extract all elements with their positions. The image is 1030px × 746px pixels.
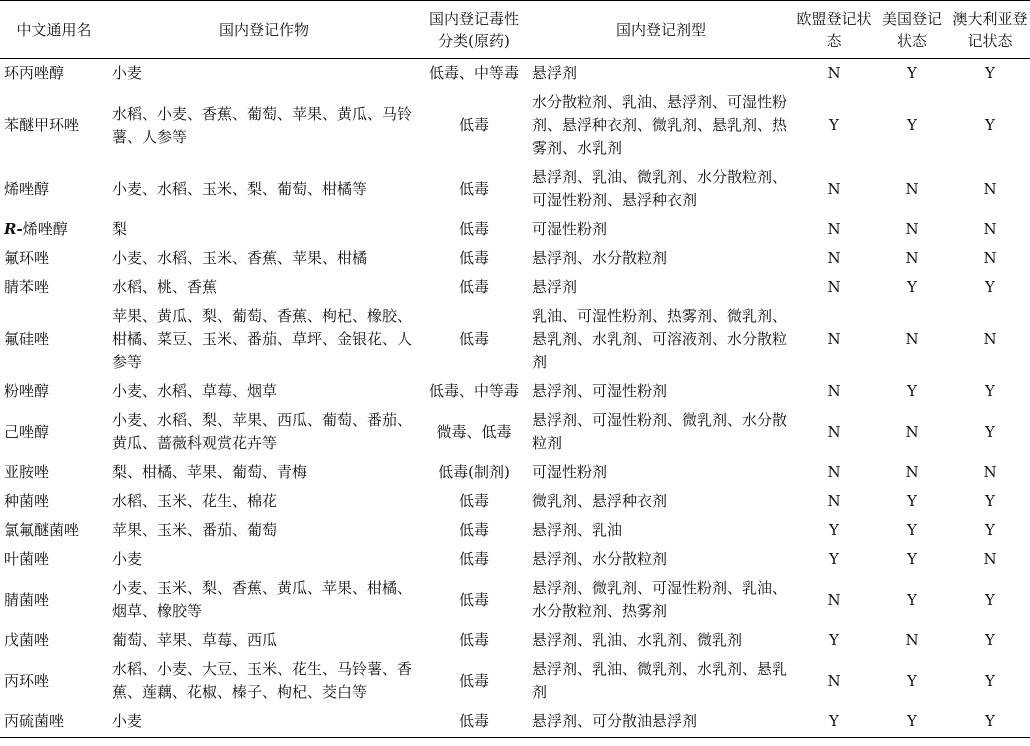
cell-au-status: N — [983, 249, 997, 267]
cell-au-status: Y — [985, 422, 995, 441]
cell-au-status: Y — [985, 492, 995, 510]
header-name: 中文通用名 — [0, 1, 108, 59]
table-row — [0, 377, 1030, 406]
cell-us-status: Y — [907, 278, 917, 296]
cell-us-status: Y — [907, 492, 917, 510]
cell-eu-status: N — [827, 64, 841, 82]
cell-toxicity: 低毒 — [458, 278, 489, 296]
cell-name — [0, 545, 108, 574]
cell-us-status: Y — [907, 116, 917, 134]
cell-crops: 小麦、玉米、梨、香蕉、黄瓜、苹果、柑橘、烟草、橡胶等 — [112, 579, 413, 620]
cell-us-status: N — [905, 463, 919, 481]
cell-formulation: 悬浮剂、可分散油悬浮剂 — [528, 707, 794, 738]
cell-name — [0, 59, 108, 89]
cell-formulation: 水分散粒剂、乳油、悬浮剂、可湿性粉剂、悬浮种衣剂、微乳剂、悬乳剂、热雾剂、水乳剂 — [532, 93, 788, 157]
table-row — [0, 273, 1030, 302]
cell-toxicity: 低毒 — [458, 220, 489, 238]
name-text: 丙硫菌唑 — [4, 712, 65, 730]
cell-formulation: 悬浮剂 — [532, 64, 578, 82]
table-row — [0, 655, 1030, 707]
cell-au-status: Y — [985, 116, 995, 134]
cell-au-status: Y — [985, 64, 995, 82]
cell-formulation: 可湿性粉剂 — [532, 220, 608, 238]
cell-eu-status: N — [827, 249, 841, 267]
cell-crops: 梨 — [112, 220, 128, 238]
table-row — [0, 406, 1030, 458]
cell-toxicity: 低毒 — [458, 330, 489, 348]
cell-us-status: Y — [907, 382, 917, 400]
cell-crops: 苹果、玉米、番茄、葡萄 — [112, 521, 278, 539]
cell-formulation: 悬浮剂、水分散粒剂 — [532, 550, 668, 568]
cell-name — [0, 215, 108, 244]
cell-au-status: N — [983, 179, 997, 198]
cell-name — [0, 406, 108, 458]
cell-crops: 水稻、小麦、香蕉、葡萄、苹果、黄瓜、马铃薯、人参等 — [112, 104, 413, 146]
cell-name — [0, 626, 108, 655]
cell-us-status: Y — [907, 671, 917, 690]
cell-toxicity: 低毒 — [458, 249, 489, 267]
name-text: 氟环唑 — [4, 249, 50, 267]
cell-au-status: N — [983, 330, 997, 348]
cell-crops: 小麦、水稻、梨、苹果、西瓜、葡萄、番茄、黄瓜、蔷薇科观赏花卉等 — [112, 411, 413, 452]
name-text: 种菌唑 — [4, 492, 50, 510]
cell-crops: 小麦、水稻、玉米、香蕉、苹果、柑橘 — [112, 249, 368, 267]
cell-crops: 葡萄、苹果、草莓、西瓜 — [112, 631, 278, 649]
cell-us-status: N — [905, 330, 919, 348]
cell-formulation: 悬浮剂 — [532, 278, 578, 296]
table-row — [0, 574, 1030, 626]
table-row — [0, 458, 1030, 487]
cell-crops: 小麦 — [112, 64, 143, 82]
cell-eu-status: Y — [829, 631, 839, 649]
cell-crops: 水稻、小麦、大豆、玉米、花生、马铃薯、香蕉、莲藕、花椒、榛子、枸杞、茭白等 — [112, 660, 413, 701]
cell-au-status: Y — [985, 521, 995, 539]
cell-toxicity: 低毒 — [458, 179, 489, 198]
cell-toxicity: 低毒 — [458, 590, 489, 609]
header-row — [0, 1, 1030, 59]
cell-au-status: N — [983, 463, 997, 481]
header-eu-status: 欧盟登记状态 — [794, 1, 874, 59]
cell-au-status: Y — [985, 382, 995, 400]
cell-au-status: Y — [985, 278, 995, 296]
cell-formulation: 微乳剂、悬浮种衣剂 — [532, 492, 668, 510]
cell-name — [0, 655, 108, 707]
cell-name — [0, 377, 108, 406]
cell-formulation: 悬浮剂、微乳剂、可湿性粉剂、乳油、水分散粒剂、热雾剂 — [532, 579, 788, 620]
cell-name — [0, 302, 108, 377]
cell-crops: 小麦 — [108, 707, 420, 738]
cell-us-status: N — [905, 179, 919, 198]
header-formulation: 国内登记剂型 — [528, 1, 794, 59]
name-text: 叶菌唑 — [4, 550, 50, 568]
cell-eu-status: Y — [829, 521, 839, 539]
cell-crops: 苹果、黄瓜、梨、葡萄、香蕉、枸杞、橡胶、柑橘、菜豆、玉米、番茄、草坪、金银花、人参等 — [112, 307, 413, 371]
cell-eu-status: Y — [829, 550, 839, 568]
cell-toxicity: 微毒、低毒 — [436, 422, 512, 441]
cell-us-status: N — [905, 631, 919, 649]
cell-eu-status: N — [827, 492, 841, 510]
cell-eu-status: Y — [829, 116, 839, 134]
table-row — [0, 545, 1030, 574]
header-au-status: 澳大利亚登记状态 — [950, 1, 1030, 59]
cell-eu-status: N — [827, 382, 841, 400]
table-row — [0, 302, 1030, 377]
cell-name — [0, 244, 108, 273]
cell-au-status: Y — [950, 707, 1030, 738]
table-row — [0, 59, 1030, 89]
name-text: 氟硅唑 — [4, 330, 50, 348]
cell-eu-status: Y — [794, 707, 874, 738]
name-text: 粉唑醇 — [4, 382, 50, 400]
cell-toxicity: 低毒 — [458, 550, 489, 568]
cell-toxicity: 低毒 — [458, 492, 489, 510]
cell-eu-status: N — [827, 463, 841, 481]
table-row — [0, 707, 1030, 738]
cell-us-status: Y — [907, 64, 917, 82]
cell-au-status: N — [983, 550, 997, 568]
cell-toxicity: 低毒、中等毒 — [428, 382, 519, 400]
cell-name — [0, 88, 108, 163]
name-text: 腈苯唑 — [4, 278, 50, 296]
cell-eu-status: N — [827, 590, 841, 609]
cell-formulation: 可湿性粉剂 — [532, 463, 608, 481]
name-text: 己唑醇 — [4, 422, 50, 441]
header-us-status: 美国登记状态 — [874, 1, 950, 59]
cell-eu-status: N — [827, 671, 841, 690]
cell-formulation: 悬浮剂、水分散粒剂 — [532, 249, 668, 267]
cell-us-status: Y — [874, 707, 950, 738]
cell-crops: 水稻、玉米、花生、棉花 — [112, 492, 278, 510]
cell-crops: 梨、柑橘、苹果、葡萄、青梅 — [112, 463, 308, 481]
cell-crops: 水稻、桃、香蕉 — [112, 278, 218, 296]
cell-us-status: N — [905, 249, 919, 267]
cell-eu-status: N — [827, 220, 841, 238]
cell-eu-status: N — [827, 422, 841, 441]
cell-toxicity: 低毒、中等毒 — [428, 64, 519, 82]
cell-eu-status: N — [827, 330, 841, 348]
table-row — [0, 215, 1030, 244]
cell-name — [0, 458, 108, 487]
name-text: 环丙唑醇 — [4, 64, 65, 82]
name-text: 亚胺唑 — [4, 463, 50, 481]
cell-eu-status: N — [827, 179, 841, 198]
table-row — [0, 487, 1030, 516]
name-text: 烯唑醇 — [4, 179, 50, 198]
cell-au-status: Y — [985, 631, 995, 649]
cell-formulation: 悬浮剂、乳油、微乳剂、水分散粒剂、可湿性粉剂、悬浮种衣剂 — [532, 168, 788, 209]
name-text: 腈菌唑 — [4, 590, 50, 609]
cell-au-status: Y — [985, 590, 995, 609]
cell-toxicity: 低毒 — [458, 521, 489, 539]
cell-us-status: Y — [907, 550, 917, 568]
cell-us-status: N — [905, 220, 919, 238]
cell-us-status: Y — [907, 521, 917, 539]
name-text: 戊菌唑 — [4, 631, 50, 649]
cell-toxicity: 低毒 — [458, 631, 489, 649]
header-crops: 国内登记作物 — [108, 1, 420, 59]
cell-formulation: 悬浮剂、乳油、水乳剂、微乳剂 — [532, 631, 743, 649]
cell-name — [0, 516, 108, 545]
cell-toxicity: 低毒 — [420, 707, 528, 738]
cell-crops: 小麦 — [112, 550, 143, 568]
cell-name — [0, 574, 108, 626]
name-text: 苯醚甲环唑 — [4, 116, 80, 134]
cell-toxicity: 低毒 — [458, 671, 489, 690]
table-row — [0, 626, 1030, 655]
cell-formulation: 悬浮剂、乳油 — [532, 521, 623, 539]
table-row — [0, 88, 1030, 163]
header-toxicity: 国内登记毒性分类(原药) — [420, 1, 528, 59]
table-row — [0, 163, 1030, 215]
name-text: 烯唑醇 — [22, 220, 68, 238]
cell-name — [0, 273, 108, 302]
cell-au-status: Y — [985, 671, 995, 690]
cell-us-status: Y — [907, 590, 917, 609]
cell-formulation: 悬浮剂、可湿性粉剂 — [532, 382, 668, 400]
name-text: 丙环唑 — [4, 671, 50, 690]
cell-name — [0, 487, 108, 516]
cell-crops: 小麦、水稻、草莓、烟草 — [112, 382, 278, 400]
cell-formulation: 悬浮剂、乳油、微乳剂、水乳剂、悬乳剂 — [532, 660, 788, 701]
name-prefix: R- — [4, 220, 23, 238]
cell-us-status: N — [905, 422, 919, 441]
cell-au-status: N — [983, 220, 997, 238]
cell-name — [0, 163, 108, 215]
cell-toxicity: 低毒(制剂) — [438, 463, 510, 481]
cell-crops: 小麦、水稻、玉米、梨、葡萄、柑橘等 — [112, 179, 368, 198]
cell-eu-status: N — [827, 278, 841, 296]
name-text: 氯氟醚菌唑 — [4, 521, 80, 539]
table-row — [0, 516, 1030, 545]
cell-formulation: 悬浮剂、可湿性粉剂、微乳剂、水分散粒剂 — [532, 411, 788, 452]
cell-toxicity: 低毒 — [458, 116, 489, 134]
table-row — [0, 244, 1030, 273]
cell-formulation: 乳油、可湿性粉剂、热雾剂、微乳剂、悬乳剂、水乳剂、可溶液剂、水分散粒剂 — [532, 307, 788, 371]
cell-name — [0, 707, 108, 738]
